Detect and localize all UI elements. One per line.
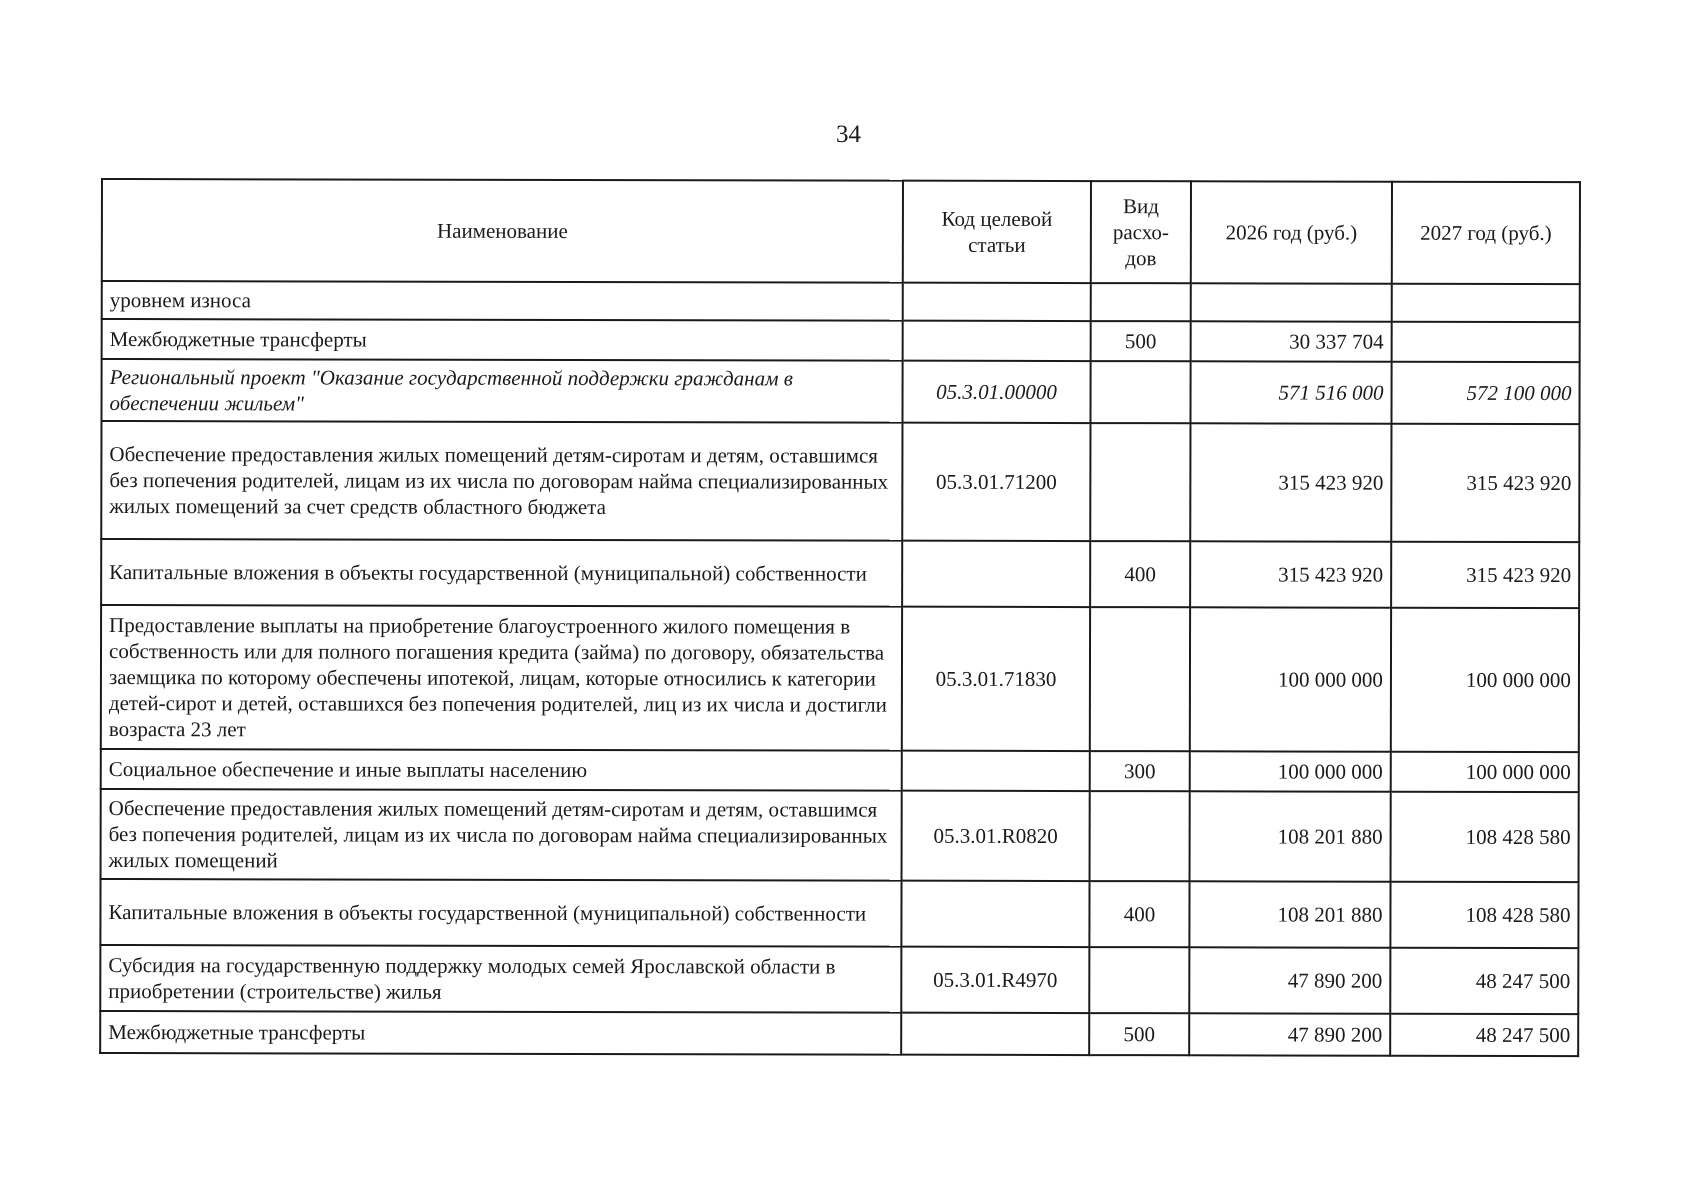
table-row <box>101 789 1579 882</box>
row-2027-cell: 108 428 580 <box>1390 882 1578 948</box>
row-name-cell: Капитальные вложения в объекты государственной (муниципальной) собственности <box>100 879 901 947</box>
row-code-cell <box>903 283 1091 321</box>
row-2027-cell <box>1392 322 1580 362</box>
row-2026-cell: 571 516 000 <box>1190 361 1391 423</box>
row-code-cell <box>901 1013 1089 1055</box>
row-2026-cell: 30 337 704 <box>1191 321 1392 361</box>
row-2027-cell: 48 247 500 <box>1390 1014 1578 1056</box>
header-year-2027: 2027 год (руб.) <box>1392 182 1580 284</box>
row-2026-cell: 108 201 880 <box>1190 791 1391 881</box>
row-kind-cell <box>1090 423 1190 541</box>
row-2026-cell: 315 423 920 <box>1190 423 1391 541</box>
table-header-row <box>102 179 1580 284</box>
row-kind-cell: 300 <box>1090 751 1190 791</box>
table-row <box>102 281 1580 322</box>
row-name-cell: уровнем износа <box>102 281 903 321</box>
row-kind-cell: 400 <box>1090 541 1190 607</box>
row-kind-cell <box>1089 947 1189 1013</box>
row-code-cell: 05.3.01.71200 <box>902 423 1090 541</box>
row-name-cell: Региональный проект "Оказание государственной поддержки гражданам в обеспечении жильем" <box>101 359 902 423</box>
row-code-cell: 05.3.01.R4970 <box>901 947 1089 1013</box>
row-2026-cell: 100 000 000 <box>1190 751 1391 791</box>
row-name-cell: Межбюджетные трансферты <box>102 319 903 361</box>
row-2026-cell: 100 000 000 <box>1190 607 1391 751</box>
row-code-cell: 05.3.01.00000 <box>902 361 1090 423</box>
table-row <box>100 945 1578 1014</box>
page-number: 34 <box>836 121 861 148</box>
row-kind-cell: 500 <box>1091 321 1191 361</box>
row-2027-cell: 315 423 920 <box>1391 424 1579 542</box>
row-name-cell: Обеспечение предоставления жилых помещений детям-сиротам и детям, оставшимся без попечения родителей, лицам из их числа по договорам найма специализированных жилых помещений за счет средств областного бюджета <box>101 421 902 541</box>
header-expense-kind: Вид расхо-дов <box>1091 181 1191 283</box>
row-name-cell: Социальное обеспечение и иные выплаты населению <box>101 749 902 791</box>
table-row <box>101 749 1579 792</box>
row-kind-cell <box>1090 791 1190 881</box>
row-2027-cell: 108 428 580 <box>1391 792 1579 882</box>
row-code-cell <box>902 541 1090 607</box>
row-name-cell: Межбюджетные трансферты <box>100 1011 901 1055</box>
budget-table <box>99 178 1581 1057</box>
row-name-cell: Обеспечение предоставления жилых помещений детям-сиротам и детям, оставшимся без попечения родителей, лицам из их числа по договорам найма специализированных жилых помещений <box>101 789 902 881</box>
row-2026-cell: 47 890 200 <box>1189 947 1390 1013</box>
row-kind-cell: 500 <box>1089 1013 1189 1055</box>
row-name-cell: Предоставление выплаты на приобретение благоустроенного жилого помещения в собственность или для полного погашения кредита (займа) по договору, обязательства заемщика по которому обеспечены ипотекой, лицам, которые относились к категории детей-сирот и детей, оставшихся без попечения родителей, лиц из их числа и достигли возраста 23 лет <box>101 605 902 751</box>
row-2026-cell: 47 890 200 <box>1189 1013 1390 1055</box>
table-row <box>100 879 1578 948</box>
row-code-cell <box>903 321 1091 361</box>
row-name-cell: Капитальные вложения в объекты государственной (муниципальной) собственности <box>101 539 902 607</box>
row-kind-cell <box>1090 607 1190 751</box>
row-name-cell: Субсидия на государственную поддержку молодых семей Ярославской области в приобретении (строительстве) жилья <box>100 945 901 1013</box>
table-row <box>100 1011 1578 1056</box>
header-name: Наименование <box>102 179 903 283</box>
row-2026-cell: 315 423 920 <box>1190 541 1391 607</box>
table-row <box>101 539 1579 608</box>
table-row <box>102 319 1580 362</box>
row-2027-cell: 572 100 000 <box>1391 362 1579 424</box>
row-2026-cell: 108 201 880 <box>1189 881 1390 947</box>
row-kind-cell: 400 <box>1089 881 1189 947</box>
header-target-code: Код целевой статьи <box>903 181 1091 283</box>
row-2027-cell: 48 247 500 <box>1390 948 1578 1014</box>
row-code-cell <box>902 751 1090 791</box>
row-2026-cell <box>1191 283 1392 321</box>
header-year-2026: 2026 год (руб.) <box>1191 181 1392 283</box>
table-row <box>101 421 1579 542</box>
row-code-cell <box>901 881 1089 947</box>
row-2027-cell <box>1392 284 1580 322</box>
row-code-cell: 05.3.01.R0820 <box>902 791 1090 881</box>
row-kind-cell <box>1091 283 1191 321</box>
row-2027-cell: 100 000 000 <box>1391 608 1579 752</box>
row-code-cell: 05.3.01.71830 <box>902 607 1090 751</box>
row-kind-cell <box>1090 361 1190 423</box>
table-row <box>101 359 1579 424</box>
table-row <box>101 605 1579 752</box>
row-2027-cell: 315 423 920 <box>1391 542 1579 608</box>
row-2027-cell: 100 000 000 <box>1391 752 1579 792</box>
